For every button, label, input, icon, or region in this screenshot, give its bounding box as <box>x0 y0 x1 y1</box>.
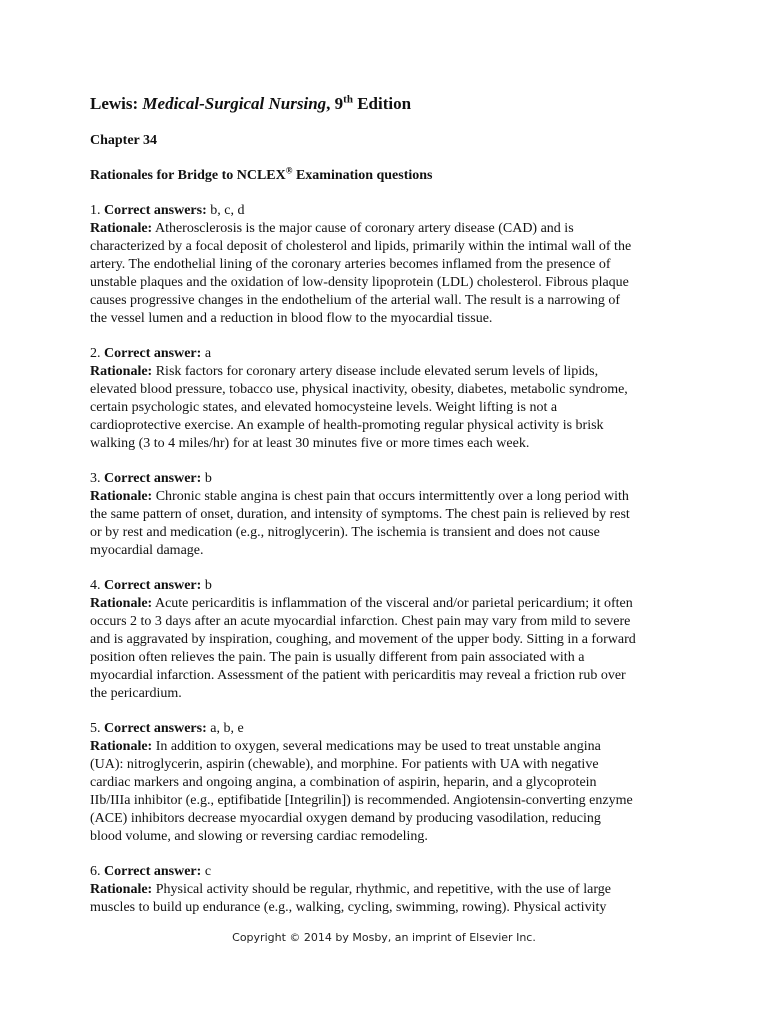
edition-word: Edition <box>357 94 412 113</box>
rationale-line: occurs 2 to 3 days after an acute myocardial infarction. Chest pain may vary from mild to severe <box>90 614 631 629</box>
rationale-text: In addition to oxygen, several medications may be used to treat unstable angina <box>155 739 601 754</box>
answer-value: c <box>204 864 212 879</box>
rationale-line <box>90 881 720 899</box>
answer-value: a <box>204 346 212 361</box>
rationale-line: (ACE) inhibitors decrease myocardial oxygen demand by producing vasodilation, reducing <box>90 811 601 826</box>
question-number: 6. <box>90 864 101 879</box>
rationale-line: (UA): nitroglycerin, aspirin (chewable), and morphine. For patients with UA with negative <box>90 757 599 772</box>
rationale-line: elevated blood pressure, tobacco use, physical inactivity, obesity, diabetes, metabolic syndrome, <box>90 382 628 397</box>
answer-label: Correct answer: <box>104 578 202 593</box>
rationale-label: Rationale: <box>90 882 153 897</box>
answer-value: b <box>204 578 212 593</box>
rationale-line: myocardial infarction. Assessment of the patient with pericarditis may reveal a friction rub over <box>90 668 626 683</box>
rationale-line: IIb/IIIa inhibitor (e.g., eptifibatide [Integrilin]) is recommended. Angiotensin-converting enzyme <box>90 793 633 808</box>
book-name: Medical-Surgical Nursing <box>142 94 327 113</box>
document-page <box>90 95 720 934</box>
question-4 <box>90 577 720 703</box>
rationale-line: blood volume, and slowing or reversing cardiac remodeling. <box>90 829 428 844</box>
rationale-line: unstable plaques and the oxidation of low-density lipoprotein (LDL) cholesterol. Fibrous plaque <box>90 275 629 290</box>
rationale-label: Rationale: <box>90 489 153 504</box>
answer-value: b, c, d <box>210 203 245 218</box>
rationale-line <box>90 488 720 506</box>
rationale-line: myocardial damage. <box>90 543 204 558</box>
rationale-label: Rationale: <box>90 739 153 754</box>
answer-value: a, b, e <box>210 721 244 736</box>
question-number: 5. <box>90 721 101 736</box>
answer-line <box>90 863 720 881</box>
question-1 <box>90 202 720 328</box>
rationale-text: Chronic stable angina is chest pain that occurs intermittently over a long period with <box>155 489 629 504</box>
rationale-label: Rationale: <box>90 221 153 236</box>
rationale-line: the same pattern of onset, duration, and intensity of symptoms. The chest pain is relieved by rest <box>90 507 630 522</box>
book-punctuation: , <box>326 94 331 113</box>
questions-list <box>90 202 720 917</box>
rationale-line: position often relieves the pain. The pain is usually different from pain associated with a <box>90 650 585 665</box>
question-number: 1. <box>90 203 101 218</box>
rationale-line: the vessel lumen and a reduction in blood flow to the myocardial tissue. <box>90 311 493 326</box>
copyright-footer: Copyright © 2014 by Mosby, an imprint of Elsevier Inc. <box>232 931 536 944</box>
question-number: 4. <box>90 578 101 593</box>
registered-mark: ® <box>285 165 293 176</box>
author-prefix: Lewis: <box>90 94 139 113</box>
rationale-line: causes progressive changes in the endothelium of the arterial wall. The result is a narrowing of <box>90 293 621 308</box>
answer-line <box>90 577 720 595</box>
answer-value: b <box>204 471 212 486</box>
question-number: 3. <box>90 471 101 486</box>
answer-line <box>90 720 720 738</box>
rationale-line: cardioprotective exercise. An example of health-promoting regular physical activity is brisk <box>90 418 604 433</box>
rationale-line: artery. The endothelial lining of the coronary arteries becomes inflamed from the presence of <box>90 257 611 272</box>
rationale-text: Acute pericarditis is inflammation of the visceral and/or parietal pericardium; it often <box>154 596 633 611</box>
rationale-text: Atherosclerosis is the major cause of coronary artery disease (CAD) and is <box>154 221 574 236</box>
question-2 <box>90 345 720 453</box>
answer-label: Correct answers: <box>104 721 207 736</box>
rationale-line: the pericardium. <box>90 686 182 701</box>
rationale-text: Physical activity should be regular, rhythmic, and repetitive, with the use of large <box>155 882 611 897</box>
rationale-line: walking (3 to 4 miles/hr) for at least 30 minutes five or more times each week. <box>90 436 530 451</box>
edition-suffix: th <box>343 93 353 106</box>
answer-label: Correct answer: <box>104 346 202 361</box>
answer-line <box>90 345 720 363</box>
rationale-line <box>90 738 720 756</box>
rationale-line: characterized by a focal deposit of cholesterol and lipids, primarily within the intimal wall of the <box>90 239 632 254</box>
answer-label: Correct answer: <box>104 471 202 486</box>
rationale-line: muscles to build up endurance (e.g., walking, cycling, swimming, rowing). Physical activity <box>90 900 607 915</box>
rationale-line: certain psychologic states, and elevated homocysteine levels. Weight lifting is not a <box>90 400 558 415</box>
rationale-line <box>90 595 720 613</box>
rationale-line: and is aggravated by inspiration, coughing, and movement of the upper body. Sitting in a forward <box>90 632 636 647</box>
answer-label: Correct answer: <box>104 864 202 879</box>
rationale-line <box>90 363 720 381</box>
chapter-heading: Chapter 34 <box>90 133 158 148</box>
rationale-line: or by rest and medication (e.g., nitroglycerin). The ischemia is transient and does not cause <box>90 525 600 540</box>
section-heading <box>90 167 720 185</box>
section-heading-text: Rationales for Bridge to NCLEX <box>90 168 286 183</box>
question-3 <box>90 470 720 560</box>
answer-label: Correct answers: <box>104 203 207 218</box>
rationale-line: cardiac markers and ongoing angina, a combination of aspirin, heparin, and a glycoprotein <box>90 775 597 790</box>
edition-number: 9 <box>334 94 344 113</box>
rationale-label: Rationale: <box>90 364 153 379</box>
book-title <box>90 95 720 113</box>
rationale-text: Risk factors for coronary artery disease include elevated serum levels of lipids, <box>155 364 599 379</box>
rationale-line <box>90 220 720 238</box>
answer-line <box>90 202 720 220</box>
answer-line <box>90 470 720 488</box>
question-6 <box>90 863 720 917</box>
section-heading-text-end: Examination questions <box>295 168 433 183</box>
question-number: 2. <box>90 346 101 361</box>
rationale-label: Rationale: <box>90 596 153 611</box>
question-5 <box>90 720 720 846</box>
